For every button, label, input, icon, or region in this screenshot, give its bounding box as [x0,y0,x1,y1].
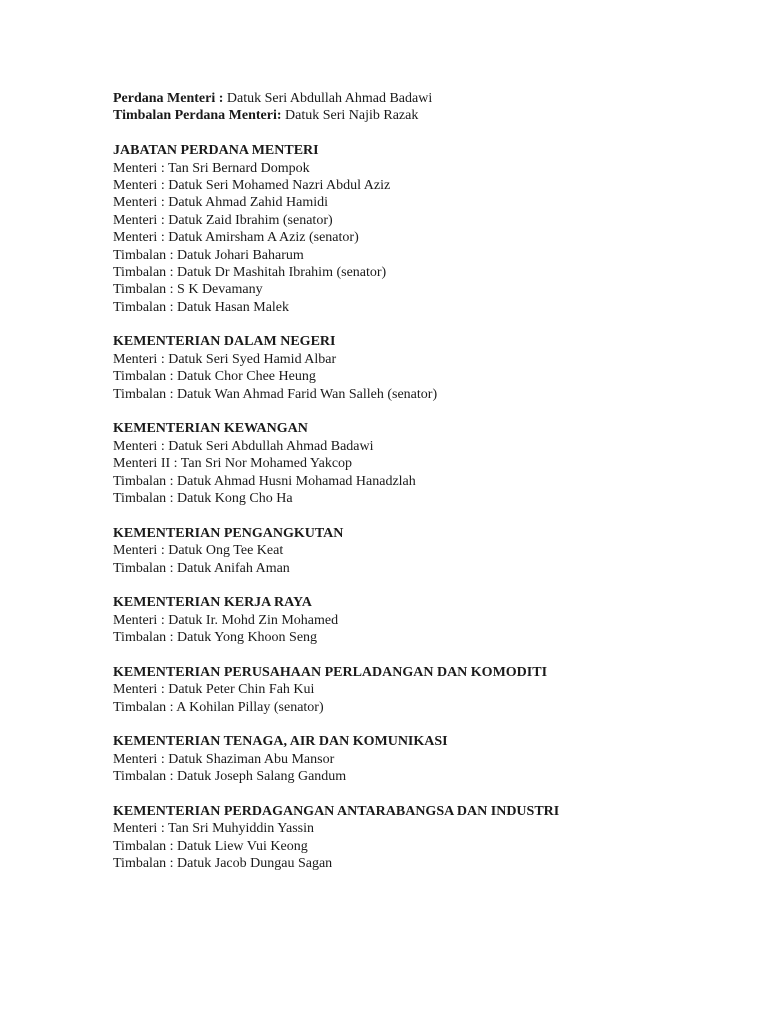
minister-entry: Timbalan : Datuk Kong Cho Ha [113,490,293,506]
ministry-section [113,594,733,646]
minister-entry: Timbalan : Datuk Yong Khoon Seng [113,630,318,646]
ministry-title: KEMENTERIAN KERJA RAYA [113,595,312,611]
prime-minister-label: Perdana Menteri : [113,91,224,106]
ministry-section [113,733,733,785]
prime-minister-line [113,90,733,107]
prime-minister-name: Datuk Seri Abdullah Ahmad Badawi [223,91,433,106]
minister-entry: Menteri : Datuk Ir. Mohd Zin Mohamed [113,612,339,628]
minister-entry: Menteri : Datuk Shaziman Abu Mansor [113,751,335,767]
minister-entry: Menteri : Datuk Peter Chin Fah Kui [113,682,315,698]
minister-entry: Timbalan : Datuk Joseph Salang Gandum [113,769,347,785]
ministry-title: KEMENTERIAN TENAGA, AIR DAN KOMUNIKASI [113,734,448,750]
ministry-sections [113,142,733,872]
minister-entry: Menteri : Tan Sri Muhyiddin Yassin [113,821,314,837]
minister-entry: Timbalan : Datuk Ahmad Husni Mohamad Hanadzlah [113,473,416,489]
minister-entry: Timbalan : Datuk Jacob Dungau Sagan [113,856,333,872]
minister-entry: Timbalan : Datuk Chor Chee Heung [113,369,316,385]
ministry-section [113,525,733,577]
deputy-prime-minister-label: Timbalan Perdana Menteri: [113,108,282,124]
ministry-section [113,142,733,316]
document-page [113,90,733,873]
minister-entry: Menteri : Datuk Seri Abdullah Ahmad Badawi [113,438,374,454]
minister-entry: Menteri : Datuk Ong Tee Keat [113,543,284,559]
minister-entry: Menteri : Datuk Ahmad Zahid Hamidi [113,195,329,211]
ministry-title: JABATAN PERDANA MENTERI [113,143,319,159]
minister-entry: Menteri : Datuk Amirsham A Aziz (senator) [113,230,359,246]
deputy-prime-minister-name: Datuk Seri Najib Razak [281,108,419,124]
ministry-title: KEMENTERIAN PENGANGKUTAN [113,525,344,541]
minister-entry: Menteri : Datuk Seri Mohamed Nazri Abdul Aziz [113,177,391,193]
ministry-title: KEMENTERIAN PERDAGANGAN ANTARABANGSA DAN INDUSTRI [113,804,560,820]
minister-entry: Menteri : Datuk Seri Syed Hamid Albar [113,351,337,367]
minister-entry: Timbalan : Datuk Johari Baharum [113,247,304,263]
minister-entry: Timbalan : Datuk Hasan Malek [113,299,290,315]
ministry-section [113,803,733,873]
minister-entry: Timbalan : Datuk Wan Ahmad Farid Wan Salleh (senator) [113,386,438,402]
minister-entry: Timbalan : Datuk Dr Mashitah Ibrahim (senator) [113,264,387,280]
minister-entry: Timbalan : Datuk Anifah Aman [113,560,290,576]
ministry-section [113,333,733,403]
minister-entry: Menteri : Datuk Zaid Ibrahim (senator) [113,212,333,228]
deputy-prime-minister-line [113,107,733,124]
ministry-title: KEMENTERIAN DALAM NEGERI [113,334,336,350]
ministry-title: KEMENTERIAN PERUSAHAAN PERLADANGAN DAN KOMODITI [113,664,548,680]
minister-entry: Timbalan : Datuk Liew Vui Keong [113,838,308,854]
minister-entry: Menteri II : Tan Sri Nor Mohamed Yakcop [113,456,353,472]
ministry-section [113,664,733,716]
ministry-section [113,420,733,507]
minister-entry: Timbalan : S K Devamany [113,282,263,298]
minister-entry: Menteri : Tan Sri Bernard Dompok [113,160,310,176]
ministry-title: KEMENTERIAN KEWANGAN [113,421,308,437]
minister-entry: Timbalan : A Kohilan Pillay (senator) [113,699,324,715]
